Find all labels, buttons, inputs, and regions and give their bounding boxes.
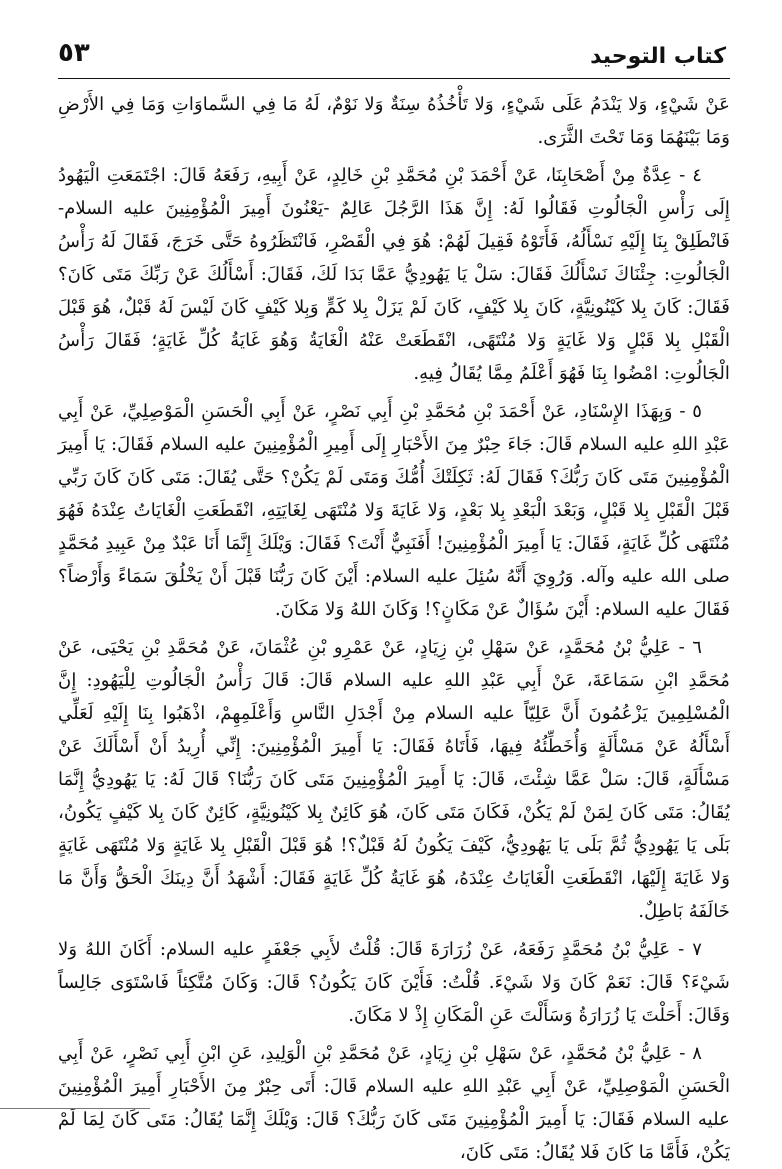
hadith-4: ٤ - عِدَّةٌ مِنْ أَصْحَابِنَا، عَنْ أَحْمَدَ بْنِ مُحَمَّدِ بْنِ خَالِدٍ، عَنْ أَبِيهِ، رَفَعَهُ قَالَ: اجْتَمَعَتِ الْيَهُودُ إِلَى رَأْسِ الْجَالُوتِ فَقَالُوا لَهُ: إِنَّ هَذَا الرَّجُلَ عَالِمٌ -يَعْنُونَ أَمِيرَ الْمُؤْمِنِينَ عليه السلام- فَانْطَلِقْ بِنَا إِلَيْهِ نَسْأَلُهُ، فَأَتَوْهُ فَقِيلَ لَهُمْ: هُوَ فِي الْقَصْرِ، فَانْتَظَرُوهُ حَتَّى خَرَجَ، فَقَالَ لَهُ رَأْسُ الْجَالُوتِ: جِئْنَاكَ نَسْأَلُكَ فَقَالَ: سَلْ يَا يَهُودِيُّ عَمَّا بَدَا لَكَ، فَقَالَ: أَسْأَلُكَ عَنْ رَبِّكَ مَتَى كَانَ؟ فَقَالَ: كَانَ بِلا كَيْنُونِيَّةٍ، كَانَ بِلا كَيْفٍ، كَانَ لَمْ يَزَلْ بِلا كَمٍّ وَبِلا كَيْفٍ كَانَ لَيْسَ لَهُ قَبْلٌ، هُوَ قَبْلَ الْقَبْلِ بِلا قَبْلٍ وَلا غَايَةٍ وَلا مُنْتَهًى، انْقَطَعَتْ عَنْهُ الْغَايَةُ وَهُوَ غَايَةُ كُلِّ غَايَةٍ؛ فَقَالَ رَأْسُ الْجَالُوتِ: امْضُوا بِنَا فَهُوَ أَعْلَمُ مِمَّا يُقَالُ فِيهِ. <box>58 165 730 384</box>
page-body <box>58 88 730 1163</box>
hadith-6: ٦ - عَلِيُّ بْنُ مُحَمَّدٍ، عَنْ سَهْلِ بْنِ زِيَادٍ، عَنْ عَمْرِو بْنِ عُثْمَانَ، عَنْ مُحَمَّدِ بْنِ يَحْيَى، عَنْ مُحَمَّدِ ابْنِ سَمَاعَةَ، عَنْ أَبِي عَبْدِ اللهِ عليه السلام قَالَ: قَالَ رَأْسُ الْجَالُوتِ لِلْيَهُودِ: إِنَّ الْمُسْلِمِينَ يَزْعُمُونَ أَنَّ عَلِيّاً عليه السلام مِنْ أَجْدَلِ النَّاسِ وَأَعْلَمِهِمْ، اذْهَبُوا بِنَا إِلَيْهِ لَعَلِّي أَسْأَلُهُ عَنْ مَسْأَلَةٍ وَأُخَطِّئُهُ فِيهَا، فَأَتَاهُ فَقَالَ: يَا أَمِيرَ الْمُؤْمِنِينَ: إِنِّي أُرِيدُ أَنْ أَسْأَلَكَ عَنْ مَسْأَلَةٍ، قَالَ: سَلْ عَمَّا شِئْتَ، قَالَ: يَا أَمِيرَ الْمُؤْمِنِينَ مَتَى كَانَ رَبُّنَا؟ قَالَ لَهُ: يَا يَهُودِيُّ إِنَّمَا يُقَالُ: مَتَى كَانَ لِمَنْ لَمْ يَكُنْ، فَكَانَ مَتَى كَانَ، هُوَ كَائِنٌ بِلا كَيْنُونِيَّةٍ، كَائِنٌ كَانَ بِلا كَيْفٍ يَكُونُ، بَلَى يَا يَهُودِيُّ ثُمَّ بَلَى يَا يَهُودِيُّ، كَيْفَ يَكُونُ لَهُ قَبْلٌ؟! هُوَ قَبْلَ الْقَبْلِ بِلا غَايَةٍ وَلا مُنْتَهَى غَايَةٍ وَلا غَايَةَ إِلَيْهَا، انْقَطَعَتِ الْغَايَاتُ عِنْدَهُ، هُوَ غَايَةُ كُلِّ غَايَةٍ فَقَالَ: أَشْهَدُ أَنَّ دِينَكَ الْحَقُّ وَأَنَّ مَا خَالَفَهُ بَاطِلٌ. <box>58 637 730 922</box>
page-number: ٥٣ <box>58 38 90 68</box>
footer-divider <box>0 1108 150 1109</box>
header-divider <box>58 78 730 79</box>
book-title: كتاب التوحيد <box>590 44 726 69</box>
hadith-8: ٨ - عَلِيُّ بْنُ مُحَمَّدٍ، عَنْ سَهْلِ بْنِ زِيَادٍ، عَنْ مُحَمَّدِ بْنِ الْوَلِيدِ، عَنِ ابْنِ أَبِي نَصْرٍ، عَنْ أَبِي الْحَسَنِ الْمَوْصِلِيِّ، عَنْ أَبِي عَبْدِ اللهِ عليه السلام قَالَ: أَتَى حِبْرٌ مِنَ الأَحْبَارِ أَمِيرَ الْمُؤْمِنِينَ عليه السلام فَقَالَ: يَا أَمِيرَ الْمُؤْمِنِينَ مَتَى كَانَ رَبُّكَ؟ قَالَ: وَيْلَكَ إِنَّمَا يُقَالُ: مَتَى كَانَ لِمَا لَمْ يَكُنْ، فَأَمَّا مَا كَانَ فَلا يُقَالُ: مَتَى كَانَ، <box>58 1043 730 1163</box>
hadith-7: ٧ - عَلِيُّ بْنُ مُحَمَّدٍ رَفَعَهُ، عَنْ زُرَارَةَ قَالَ: قُلْتُ لأَبِي جَعْفَرٍ عليه السلام: أَكَانَ اللهُ وَلا شَيْءَ؟ قَالَ: نَعَمْ كَانَ وَلا شَيْءَ. قُلْتُ: فَأَيْنَ كَانَ يَكُونُ؟ قَالَ: وَكَانَ مُتَّكِئاً فَاسْتَوَى جَالِساً وَقَالَ: أَحَلْتَ يَا زُرَارَةُ وَسَأَلْتَ عَنِ الْمَكَانِ إِذْ لا مَكَانَ. <box>58 939 730 1026</box>
hadith-5: ٥ - وَبِهَذَا الإِسْنَادِ، عَنْ أَحْمَدَ بْنِ مُحَمَّدِ بْنِ أَبِي نَصْرٍ، عَنْ أَبِي الْحَسَنِ الْمَوْصِلِيِّ، عَنْ أَبِي عَبْدِ اللهِ عليه السلام قَالَ: جَاءَ حِبْرٌ مِنَ الأَحْبَارِ إِلَى أَمِيرِ الْمُؤْمِنِينَ عليه السلام فَقَالَ: يَا أَمِيرَ الْمُؤْمِنِينَ مَتَى كَانَ رَبُّكَ؟ فَقَالَ لَهُ: ثَكِلَتْكَ أُمُّكَ وَمَتَى لَمْ يَكُنْ؟ حَتَّى يُقَالَ: مَتَى كَانَ كَانَ رَبِّي قَبْلَ الْقَبْلِ بِلا قَبْلٍ، وَبَعْدَ الْبَعْدِ بِلا بَعْدٍ، وَلا غَايَةَ وَلا مُنْتَهَى لِغَايَتِهِ، انْقَطَعَتِ الْغَايَاتُ عِنْدَهُ فَهُوَ مُنْتَهَى كُلِّ غَايَةٍ، فَقَالَ: يَا أَمِيرَ الْمُؤْمِنِينَ! أَفَنَبِيٌّ أَنْتَ؟ فَقَالَ: وَيْلَكَ إِنَّمَا أَنَا عَبْدٌ مِنْ عَبِيدِ مُحَمَّدٍ صلى الله عليه وآله. وَرُوِيَ أَنَّهُ سُئِلَ عليه السلام: أَيْنَ كَانَ رَبُّنَا قَبْلَ أَنْ يَخْلُقَ سَمَاءً وَأَرْضاً؟ فَقَالَ عليه السلام: أَيْنَ سُؤَالٌ عَنْ مَكَانٍ؟! وَكَانَ اللهُ وَلا مَكَانَ. <box>58 401 730 620</box>
paragraph-continuation: عَنْ شَيْءٍ، وَلا يَنْدَمُ عَلَى شَيْءٍ، وَلا تَأْخُذُهُ سِنَةٌ وَلا نَوْمٌ، لَهُ مَا فِي السَّماوَاتِ وَمَا فِي الأَرْضِ وَمَا بَيْنَهُمَا وَمَا تَحْتَ الثَّرَى. <box>58 94 730 148</box>
page-header <box>58 34 726 76</box>
